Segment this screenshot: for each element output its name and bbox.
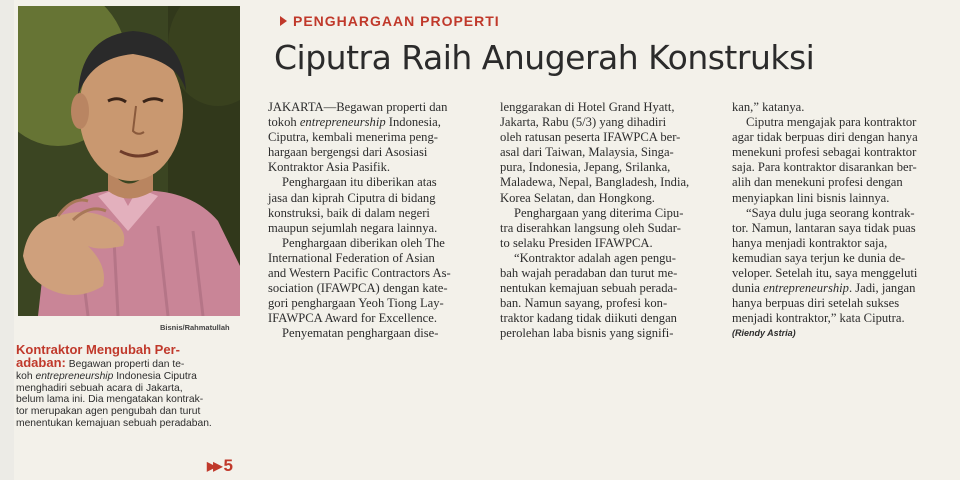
continued-page-ref[interactable] <box>207 456 233 476</box>
article-line: Ciputra, kembali menerima peng- <box>268 130 438 145</box>
article-line: “Kontraktor adalah agen pengu- <box>514 250 676 265</box>
article-line: International Federation of Asian <box>268 250 435 265</box>
article-line: lenggarakan di Hotel Grand Hyatt, <box>500 100 675 114</box>
article-line: nentukan kemajuan sebuah perada- <box>500 281 678 296</box>
article-column-3 <box>732 100 950 342</box>
page-edge <box>0 0 14 480</box>
article-line: IFAWPCA Award for Excellence. <box>268 311 437 326</box>
caption-title-cont: adaban: <box>16 355 66 370</box>
article-line: maupun sejumlah negara lainnya. <box>268 220 438 235</box>
caption-text: menghadiri sebuah acara di Jakarta, <box>16 382 183 394</box>
article-line: Maladewa, Nepal, Bangladesh, India, <box>500 175 690 190</box>
article-line: pura, Indonesia, Jepang, Srilanka, <box>500 160 671 175</box>
article-line: agar tidak berpuas diri dengan hanya <box>732 130 918 145</box>
article-line: jasa dan kiprah Ciputra di bidang <box>268 190 436 205</box>
article-photo <box>18 6 240 316</box>
article-line: asal dari Taiwan, Malaysia, Singa- <box>500 145 674 160</box>
caption-text: tor merupakan agen pengubah dan turut <box>16 406 201 418</box>
article-line: Korea Selatan, dan Hongkong. <box>500 190 655 205</box>
article-line: hanya berpuas diri setelah sukses <box>732 296 900 311</box>
photo-illustration <box>18 6 240 316</box>
photo-credit: Bisnis/Rahmatullah <box>160 323 230 332</box>
article-column-2 <box>500 100 714 342</box>
article-line: traktor kadang tidak diikuti dengan <box>500 311 677 326</box>
article-line: perolehan laba bisnis yang signifi- <box>500 326 674 341</box>
caption-text: Begawan properti dan te- <box>68 359 185 370</box>
article-line: tokoh entrepreneurship Indonesia, <box>268 115 441 130</box>
caption-title: Kontraktor Mengubah Per- <box>16 342 180 357</box>
caption-text: belum lama ini. Dia mengatakan kontrak- <box>16 394 204 406</box>
article-line: and Western Pacific Contractors As- <box>268 266 451 281</box>
article-line: veloper. Setelah itu, saya menggeluti <box>732 266 918 281</box>
article-line: tor. Namun, lantaran saya tidak puas <box>732 220 916 235</box>
page-number: 5 <box>223 456 233 475</box>
caption-text: koh <box>16 370 36 382</box>
article-line: Penghargaan itu diberikan atas <box>282 175 437 190</box>
caption-text: menentukan kemajuan sebuah peradaban. <box>16 417 212 429</box>
caption-italic: entrepreneurship <box>35 370 114 382</box>
article-line: Jakarta, Rabu (5/3) yang dihadiri <box>500 115 667 130</box>
article-line: hargaan bergengsi dari Asosiasi <box>268 145 428 160</box>
article-line: Penghargaan diberikan oleh The <box>282 235 445 250</box>
rubric-label: PENGHARGAAN PROPERTI <box>293 13 500 29</box>
article-line: dunia entrepreneurship. Jadi, jangan <box>732 281 916 296</box>
article-line: menekuni profesi sebagai kontraktor <box>732 145 917 160</box>
article-line: to selaku Presiden IFAWPCA. <box>500 235 653 250</box>
section-rubric <box>280 13 500 29</box>
article-line: Penyematan penghargaan dise- <box>282 326 439 341</box>
headline: Ciputra Raih Anugerah Konstruksi <box>274 38 815 77</box>
article-line: bah wajah peradaban dan turut me- <box>500 266 678 281</box>
article-line: saja. Para kontraktor disarankan ber- <box>732 160 917 175</box>
article-line: hanya menjadi kontraktor saja, <box>732 235 888 250</box>
article-line: alih dan menekuni profesi dengan <box>732 175 903 190</box>
article-line: ban. Namun sayang, profesi kon- <box>500 296 668 311</box>
article-line: Ciputra mengajak para kontraktor <box>746 115 917 130</box>
article-line: sociation (IFAWPCA) dengan kate- <box>268 281 448 296</box>
article-line: oleh ratusan peserta IFAWPCA ber- <box>500 130 681 145</box>
article-line: gori penghargaan Yeoh Tiong Lay- <box>268 296 444 311</box>
article-line: konstruksi, baik di dalam negeri <box>268 205 430 220</box>
article-line: menjadi kontraktor,” kata Ciputra. <box>732 311 905 326</box>
caption-text: Indonesia Ciputra <box>113 370 197 382</box>
photo-caption <box>16 343 254 430</box>
article-line: kan,” katanya. <box>732 100 805 114</box>
article-line: “Saya dulu juga seorang kontrak- <box>746 205 915 220</box>
article-line: menyiapkan lini bisnis lainnya. <box>732 190 890 205</box>
article-line: kemudian saya terjun ke dunia de- <box>732 250 906 265</box>
article-column-1 <box>268 100 482 342</box>
article-line: JAKARTA—Begawan properti dan <box>268 100 448 114</box>
article-line: tra diserahkan langsung oleh Sudar- <box>500 220 681 235</box>
article-line: Kontraktor Asia Pasifik. <box>268 160 391 175</box>
article-line: Penghargaan yang diterima Cipu- <box>514 205 684 220</box>
triangle-icon <box>280 16 287 26</box>
double-arrow-icon: ▶▶ <box>207 459 220 473</box>
byline: (Riendy Astria) <box>732 328 796 339</box>
